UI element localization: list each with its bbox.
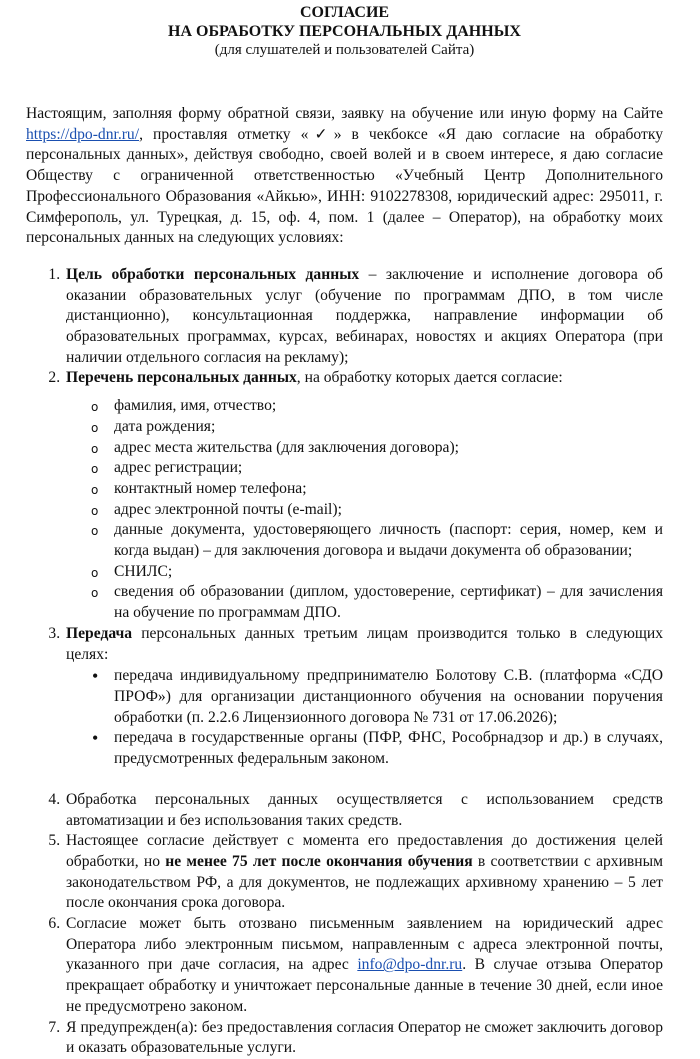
condition-5-text-1: Настоящее согласие действует с момента его предоставления до достижения целей обработки, но <box>66 832 663 870</box>
list-item: o адрес регистрации; <box>114 458 663 479</box>
intro-text-1: Настоящим, заполняя форму обратной связи, заявку на обучение или иную форму на Сайте <box>26 105 663 122</box>
site-link[interactable]: https://dpo-dnr.ru/ <box>26 125 140 143</box>
condition-item-6 <box>64 914 663 1018</box>
list-item: o контактный номер телефона; <box>114 479 663 500</box>
condition-item-1 <box>64 265 663 369</box>
condition-1-bold: Цель обработки персональных данных <box>66 265 360 283</box>
condition-item-4 <box>64 790 663 831</box>
condition-1-text: – заключение и исполнение договора об оказании образовательных услуг (обучение по программам ДПО, в том числе дистанционно), консультационная поддержка, направление информации об образовательных программах, курсах, вебинарах, новостях и акциях Оператора (при наличии отдельного согласия на рекламу); <box>66 265 663 366</box>
condition-3-text: персональных данных третьим лицам производится только в следующих целях: <box>66 624 663 663</box>
condition-7-text: Я предупрежден(а): без предоставления согласия Оператор не сможет заключить договор и оказать образовательные услуги. <box>66 1018 663 1057</box>
list-item: o СНИЛС; <box>114 562 663 583</box>
email-link[interactable]: info@dpo-dnr.ru <box>357 956 463 974</box>
conditions-list <box>26 265 663 1059</box>
subtitle: (для слушателей и пользователей Сайта) <box>214 42 475 58</box>
title-line-1: СОГЛАСИЕ <box>299 4 390 21</box>
list-item: o дата рождения; <box>114 417 663 438</box>
condition-item-7 <box>64 1018 663 1059</box>
condition-5-bold: не менее 75 лет после окончания обучения <box>165 852 473 870</box>
condition-4-text: Обработка персональных данных осуществляется с использованием средств автоматизации и без использования таких средств. <box>66 790 663 829</box>
list-item: • передача индивидуальному предпринимателю Болотову С.В. (платформа «СДО ПРОФ») для организации дистанционного обучения на основании поручения обработки (п. 2.2.6 Лицензионного договора № 731 от 17.06.2026); <box>114 666 663 728</box>
condition-2-text: , на обработку которых дается согласие: <box>296 369 563 387</box>
condition-6-text-1: Согласие может быть отозвано письменным заявлением на юридический адрес Оператора либо электронным письмом, направленным с адреса электронной почты, указанного при даче согласия, на адрес <box>66 915 663 974</box>
document-header <box>26 0 663 60</box>
personal-data-list <box>66 396 663 624</box>
condition-5-text-2: в соответствии с архивным законодательством РФ, а для документов, не подлежащих архивному хранению – 5 лет после окончания срока договора. <box>66 852 663 912</box>
condition-item-5 <box>64 831 663 914</box>
condition-item-2 <box>64 368 663 623</box>
transfer-list <box>66 666 663 770</box>
condition-3-bold: Передача <box>66 624 133 642</box>
intro-paragraph <box>26 104 663 249</box>
list-item: o сведения об образовании (диплом, удостоверение, сертификат) – для зачисления на обучение по программам ДПО. <box>114 582 663 623</box>
list-item: o фамилия, имя, отчество; <box>114 396 663 417</box>
list-item: o адрес электронной почты (e-mail); <box>114 500 663 521</box>
list-item: o адрес места жительства (для заключения договора); <box>114 438 663 459</box>
condition-2-bold: Перечень персональных данных <box>66 369 297 387</box>
condition-item-3 <box>64 624 663 790</box>
spacer <box>66 770 663 790</box>
list-item: o данные документа, удостоверяющего личность (паспорт: серия, номер, кем и когда выдан) – для заключения договора и выдачи документа об образовании; <box>114 520 663 561</box>
condition-6-text-2: . В случае отзыва Оператор прекращает обработку и уничтожает персональные данные в течение 30 дней, если иное не предусмотрено законом. <box>66 956 663 1015</box>
title-line-2: НА ОБРАБОТКУ ПЕРСОНАЛЬНЫХ ДАННЫХ <box>168 23 521 40</box>
list-item: • передача в государственные органы (ПФР, ФНС, Рособрнадзор и др.) в случаях, предусмотренных федеральным законом. <box>114 728 663 769</box>
intro-text-2: , проставляя отметку «✓» в чекбоксе «Я даю согласие на обработку персональных данных», действуя свободно, своей волей и в своем интересе, я даю согласие Обществу с ограниченной ответственностью «Учебный Центр Дополнительного Профессионального Образования «Айкью», ИНН: 9102278308, юридический адрес: 295011, г. Симферополь, ул. Турецкая, д. 15, оф. 4, пом. 1 (далее – Оператор), на обработку моих персональных данных на следующих условиях: <box>26 125 663 247</box>
